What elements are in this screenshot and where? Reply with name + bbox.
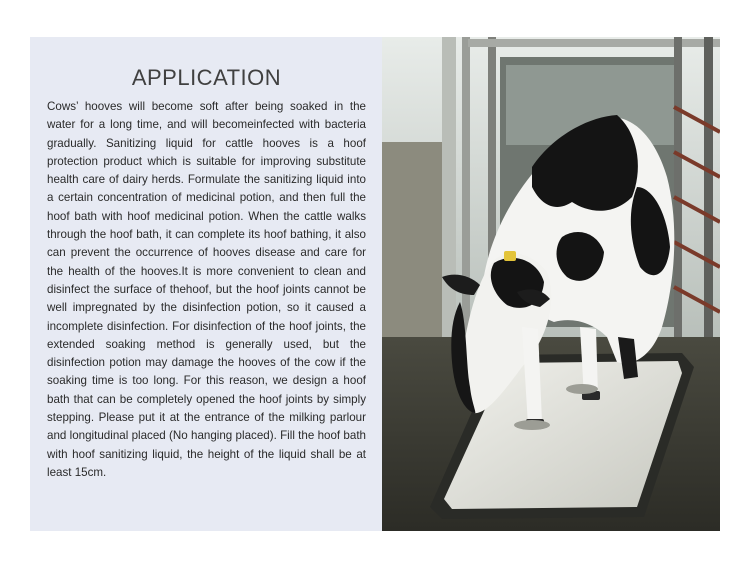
application-text-panel (30, 37, 382, 531)
application-title: APPLICATION (131, 65, 282, 90)
application-body-text: Cows’ hooves will become soft after being soaked in the water for a long time, and will becomeinfected with bacteria gradually. Sanitizing liquid for cattle hooves is a hoof protection product which is suitable for improving substitute health care of dairy herds. Formulate the sanitizing liquid into a certain concentration of medicinal potion, and then full the hoof bath with hoof medicinal potion. When the cattle walks through the hoof bath, it can complete its hoof bathing, it also can prevent the occurrence of hooves disease and care for the health of the hooves.It is more convenient to clean and disinfect the surface of thehoof, but the hoof joints cannot be well impregnated by the disinfection potion, so it caused a incomplete disinfection. For disinfection of the hoof joints, the extended soaking method is generally used, but the disinfection potion may damage the hooves of the cow if the soaking time is too long. For this reason, we design a hoof bath that can be completely opened the hoof joints by simply stepping. Please put it at the entrance of the milking parlour and longitudinal placed (No hanging placed). Fill the hoof bath with hoof sanitizing liquid, the height of the liquid shall be at least 15cm. (47, 100, 366, 479)
cow-hoof-bath-photo (382, 37, 720, 531)
